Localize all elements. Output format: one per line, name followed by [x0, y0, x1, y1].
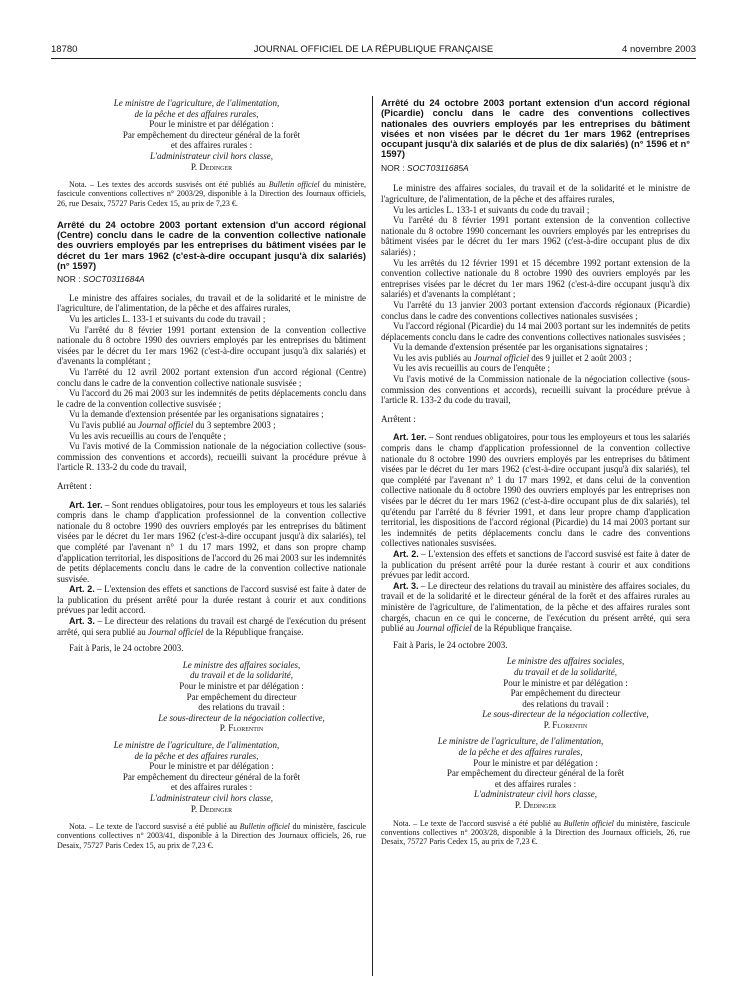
- signature-line: du travail et de la solidarité,: [514, 666, 617, 677]
- paragraph: Vu l'arrêté du 13 janvier 2003 portant extension d'accords régionaux (Picardie) conclus dans le cadre des conventions collectives nationales susvisées ;: [381, 299, 690, 321]
- article-3: Art. 3. – Le directeur des relations du travail est chargé de l'exécution du présent arrêté, qui sera publié au Journal officiel de la République française.: [57, 616, 366, 637]
- fait-a-paris: Fait à Paris, le 24 octobre 2003.: [393, 639, 508, 650]
- signature-line: Le ministre de l'agriculture, de l'alimentation,: [113, 740, 280, 750]
- signature-block-agriculture-top: [57, 98, 366, 172]
- signature-line: Par empêchement du directeur général de la forêt: [122, 771, 301, 782]
- article-2: Art. 2. – L'extension des effets et sanctions de l'accord susvisé est faite à dater de la publication du présent arrêté pour la durée restant à courir et aux conditions prévues par ledit accord.: [381, 548, 691, 581]
- nota-note: Nota. – Le texte de l'accord susvisé a été publié au Bulletin officiel du ministère, fascicule conventions collectives n° 2003/41, disponible à la Direction des Journaux officiels, 26, rue Desaix, 75727 Paris Cedex 15, au prix de 7,23 €.: [57, 822, 366, 850]
- signature-line: Pour le ministre et par délégation :: [149, 761, 274, 772]
- right-column: [381, 98, 690, 846]
- signature-line: de la pêche et des affaires rurales,: [134, 108, 259, 119]
- arretent-heading: Arrêtent :: [57, 480, 92, 491]
- signature-line: des relations du travail :: [522, 698, 609, 709]
- signature-line: Le ministre des affaires sociales,: [506, 656, 625, 667]
- signature-line: de la pêche et des affaires rurales,: [458, 747, 583, 758]
- paragraph: Vu la demande d'extension présentée par les organisations signataires ;: [393, 342, 648, 353]
- header-rule: [51, 58, 696, 59]
- nor-reference: NOR : SOCT0311684A: [57, 274, 145, 285]
- signature-line: de la pêche et des affaires rurales,: [134, 750, 259, 761]
- signature-block-agriculture: [381, 736, 690, 810]
- paragraph: Vu les avis recueillis au cours de l'enquête ;: [69, 430, 227, 441]
- paragraph: Vu les avis publiés au Journal officiel des 9 juillet et 2 août 2003 ;: [393, 352, 632, 363]
- signature-line: Pour le ministre et par délégation :: [179, 681, 304, 692]
- signature-line: Par empêchement du directeur: [186, 691, 297, 702]
- paragraph: Vu les articles L. 133-1 et suivants du code du travail ;: [393, 204, 590, 215]
- signature-line: L'administrateur civil hors classe,: [474, 789, 597, 800]
- signature-line: et des affaires rurales :: [170, 782, 253, 793]
- signature-block-social-affairs: [381, 656, 690, 730]
- signatory-name: P. Dedinger: [190, 803, 233, 814]
- article-1: Art. 1er. – Sont rendues obligatoires, pour tous les employeurs et tous les salariés compris dans le champ d'application professionnel de la convention collective nationale du 8 octobre 1990 des ouvriers employés par les entreprises du bâtiment visées par le décret du 1er mars 1962 (c'est-à-dire occupant jusqu'à dix salariés), tel que complété par l'avenant n° 1 du 17 mars 1992, et dans celui de la convention collective nationale du 8 octobre 1990 des ouvriers employés par les entreprises non visées par le décret du 1er mars 1962 (c'est-à-dire occupant plus de dix salariés), tel qu'étendu par l'arrêté du 8 février 1991, et dans leur propre champ d'application territorial, les dispositions de l'accord régional (Picardie) du 14 mai 2003 portant sur les indemnités de petits déplacements conclu dans le cadre des conventions collectives nationales susvisées.: [381, 432, 690, 549]
- paragraph: Vu l'avis motivé de la Commission nationale de la négociation collective (sous-commission des conventions et accords), recueilli suivant la procédure prévue à l'article R. 133-2 du code du travail,: [381, 374, 690, 406]
- signature-line: Par empêchement du directeur général de la forêt: [122, 129, 301, 140]
- article-1: Art. 1er. – Sont rendues obligatoires, pour tous les employeurs et tous les salariés compris dans le champ d'application professionnel de la convention collective nationale du 8 octobre 1990 des ouvriers employés par les entreprises du bâtiment visées par le décret du 1er mars 1962 (c'est-à-dire occupant jusqu'à dix salariés), tel que complété par l'avenant n° 1 du 17 mars 1992, et dans son propre champ d'application territorial, les dispositions de l'accord du 26 mai 2003 sur les indemnités de petits déplacements conclu dans le cadre de la convention collective nationale susvisée.: [57, 499, 366, 584]
- signature-line: Le ministre de l'agriculture, de l'alimentation,: [437, 736, 604, 747]
- signature-line: Pour le ministre et par délégation :: [149, 119, 274, 130]
- paragraph: Vu l'avis publié au Journal officiel du 3 septembre 2003 ;: [69, 419, 276, 430]
- paragraph: Vu l'avis motivé de la Commission nationale de la négociation collective (sous-commission des conventions et accords), recueilli suivant la procédure prévue à l'article R. 133-2 du code du travail,: [57, 441, 366, 473]
- nota-note: Nota. – Le texte de l'accord susvisé a été publié au Bulletin officiel du ministère, fascicule conventions collectives n° 2003/28, disponible à la Direction des Journaux officiels, 26, rue Desaix, 75727 Paris Cedex 15, au prix de 7,23 €.: [381, 818, 690, 847]
- signature-block-agriculture: [57, 740, 366, 814]
- page-header: [51, 44, 696, 58]
- decree-title: Arrêté du 24 octobre 2003 portant extension d'un accord régional (Centre) conclu dans le cadre de la convention collective nationale des ouvriers employés par les entreprises du bâtiment visées par le décret du 1er mars 1962 (c'est-à-dire occupant jusqu'à dix salariés) (n° 1597): [57, 218, 366, 271]
- signatory-name: P. Dedinger: [190, 161, 233, 172]
- signature-line: du travail et de la solidarité,: [190, 670, 293, 681]
- paragraph: Le ministre des affaires sociales, du travail et de la solidarité et le ministre de l'agriculture, de l'alimentation, de la pêche et des affaires rurales,: [381, 183, 690, 204]
- signatory-name: P. Florentin: [219, 723, 264, 734]
- signature-line: des relations du travail :: [198, 702, 285, 713]
- fait-a-paris: Fait à Paris, le 24 octobre 2003.: [69, 643, 184, 654]
- paragraph: Le ministre des affaires sociales, du travail et de la solidarité et le ministre de l'agriculture, de l'alimentation, de la pêche et des affaires rurales,: [57, 292, 366, 314]
- article-2: Art. 2. – L'extension des effets et sanctions de l'accord susvisé est faite à dater de la publication du présent arrêté pour la durée restant à courir et aux conditions prévues par ledit accord.: [57, 584, 367, 616]
- paragraph: Vu l'arrêté du 8 février 1991 portant extension de la convention collective nationale du 8 octobre 1990 des ouvriers employés par les entreprises du bâtiment visées par le décret du 1er mars 1962 (c'est-à-dire occupant jusqu'à dix salariés) et d'avenants la complétant ;: [57, 324, 366, 367]
- signature-line: Le ministre des affaires sociales,: [182, 659, 301, 670]
- article-3: Art. 3. – Le directeur des relations du travail au ministère des affaires sociales, du travail et de la solidarité et le directeur général de la forêt et des affaires rurales au ministère de l'agriculture, de l'alimentation, de la pêche et des affaires rurales sont chargés, chacun en ce qui le concerne, de l'exécution du présent arrêté, qui sera publié au Journal officiel de la République française.: [381, 580, 690, 634]
- left-column: [57, 98, 366, 850]
- signature-block-social-affairs: [57, 660, 366, 734]
- paragraph: Vu l'accord du 26 mai 2003 sur les indemnités de petits déplacements conclu dans le cadre de la convention collective susvisée ;: [57, 388, 366, 409]
- signature-line: et des affaires rurales :: [170, 140, 253, 151]
- signatory-name: P. Dedinger: [514, 800, 557, 811]
- paragraph: Vu les arrêtés du 12 février 1991 et 15 décembre 1992 portant extension de la convention collective nationale du 8 octobre 1990 des ouvriers employés par les entreprises visées par le décret du 1er mars 1962 (c'est-à-dire occupant jusqu'à dix salariés) et d'avenants la complétant ;: [381, 257, 690, 300]
- signature-line: L'administrateur civil hors classe,: [150, 150, 273, 161]
- signature-line: Le sous-directeur de la négociation collective,: [482, 709, 649, 720]
- signature-line: Pour le ministre et par délégation :: [503, 677, 628, 688]
- arretent-heading: Arrêtent :: [381, 413, 416, 424]
- signature-line: Pour le ministre et par délégation :: [473, 757, 598, 768]
- paragraph: Vu l'accord régional (Picardie) du 14 mai 2003 portant sur les indemnités de petits déplacements conclu dans le cadre des conventions collectives nationales susvisées ;: [381, 321, 690, 342]
- publication-date: 4 novembre 2003: [622, 44, 696, 55]
- signature-line: Par empêchement du directeur général de la forêt: [446, 768, 625, 779]
- signature-line: Le ministre de l'agriculture, de l'alimentation,: [113, 98, 280, 108]
- paragraph: Vu la demande d'extension présentée par les organisations signataires ;: [69, 409, 324, 420]
- signature-line: et des affaires rurales :: [494, 778, 577, 789]
- paragraph: Vu les avis recueillis au cours de l'enquête ;: [393, 363, 551, 374]
- nor-reference: NOR : SOCT0311685A: [381, 162, 469, 173]
- signatory-name: P. Florentin: [543, 719, 588, 730]
- journal-title: JOURNAL OFFICIEL DE LA RÉPUBLIQUE FRANÇAISE: [253, 44, 494, 55]
- nota-note: Nota. – Les textes des accords susvisés ont été publiés au Bulletin officiel du ministère, fascicule conventions collectives n° 2003/29, disponible à la Direction des Journaux officiels, 26, rue Desaix, 75727 Paris Cedex 15, au prix de 7,23 €.: [57, 180, 366, 208]
- paragraph: Vu l'arrêté du 12 avril 2002 portant extension d'un accord régional (Centre) conclu dans le cadre de la convention collective nationale susvisée ;: [57, 367, 366, 388]
- signature-line: Par empêchement du directeur: [510, 688, 621, 699]
- signature-line: Le sous-directeur de la négociation collective,: [158, 712, 325, 723]
- column-divider: [372, 96, 373, 976]
- page-number: 18780: [51, 44, 78, 55]
- signature-line: L'administrateur civil hors classe,: [150, 792, 273, 803]
- paragraph: Vu l'arrêté du 8 février 1991 portant extension de la convention collective nationale du 8 octobre 1990 concernant les ouvriers employés par les entreprises du bâtiment visées par le décret du 1er mars 1962 (c'est-à-dire occupant plus de dix salariés) ;: [381, 215, 690, 257]
- paragraph: Vu les articles L. 133-1 et suivants du code du travail ;: [69, 314, 266, 325]
- decree-title: Arrêté du 24 octobre 2003 portant extension d'un accord régional (Picardie) conclu dans le cadre des conventions collectives nationales des ouvriers employés par les entreprises du bâtiment visées et non visées par le décret du 1er mars 1962 (entreprises occupant jusqu'à dix salariés et de plus de dix salariés) (n° 1596 et n° 1597): [381, 97, 690, 160]
